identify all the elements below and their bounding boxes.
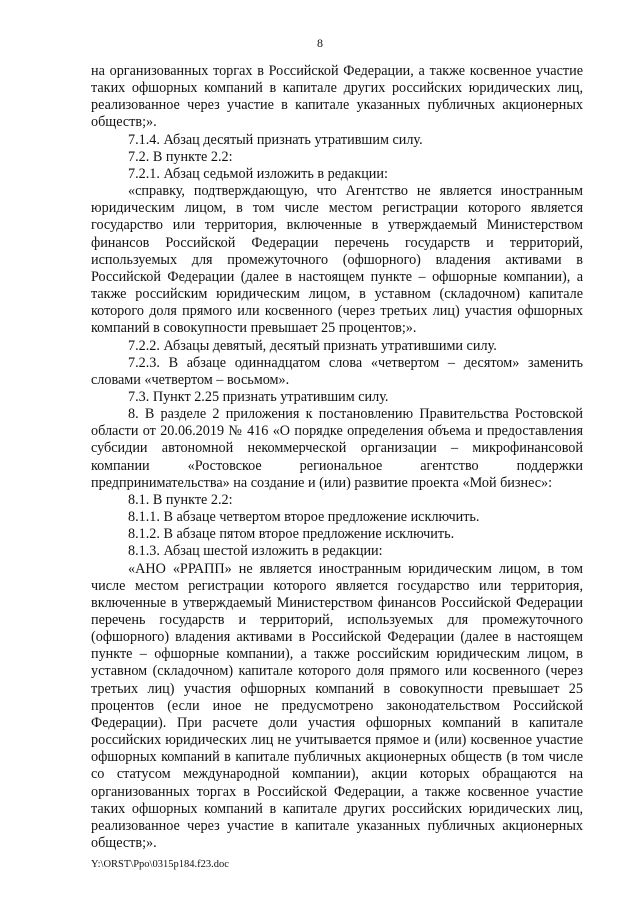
paragraph: «справку, подтверждающую, что Агентство не является иностранным юридическим лицом, в том числе местом регистрации которого является государство или территория, включенные в утверждаемый Министерством финансов Российской Федерации перечень государств и территорий, используемых для промежуточного (офшорного) владения активами в Российской Федерации (далее в настоящем пункте – офшорные компании), а также российским юридическим лицом, в уставном (складочном) капитале которого доля прямого или косвенного (через третьих лиц) участия офшорных компаний в совокупности превышает 25 процентов;». <box>91 183 583 337</box>
paragraph: 7.2.3. В абзаце одиннадцатом слова «четвертом – десятом» заменить словами «четвертом – восьмом». <box>91 354 583 388</box>
paragraph: 8.1.2. В абзаце пятом второе предложение исключить. <box>128 526 455 543</box>
paragraph: 7.1.4. Абзац десятый признать утратившим силу. <box>128 131 423 148</box>
paragraph: 8.1. В пункте 2.2: <box>128 491 233 508</box>
paragraph: 8.1.3. Абзац шестой изложить в редакции: <box>128 543 383 560</box>
paragraph: 7.2.1. Абзац седьмой изложить в редакции: <box>128 165 388 182</box>
paragraph: 8. В разделе 2 приложения к постановлению Правительства Ростовской области от 20.06.2019 № 416 «О порядке определения объема и предоставления субсидии автономной некоммерческой организации – микрофинансовой компании «Ростовское региональное агентство поддержки предпринимательства» на создание и (или) развитие проекта «Мой бизнес»: <box>91 406 583 491</box>
document-body <box>91 63 583 852</box>
file-path-footer: Y:\ORST\Ppo\0315p184.f23.doc <box>91 859 229 870</box>
paragraph: 8.1.1. В абзаце четвертом второе предложение исключить. <box>128 509 480 526</box>
paragraph: 7.3. Пункт 2.25 признать утратившим силу. <box>128 388 389 405</box>
paragraph: «АНО «РРАПП» не является иностранным юридическим лицом, в том числе местом регистрации которого является государство или территория, включенные в утверждаемый Министерством финансов Российской Федерации перечень государств и территорий, используемых для промежуточного (офшорного) владения активами в Российской Федерации (далее в настоящем пункте – офшорные компании), а также российским юридическим лицом, в уставном (складочном) капитале которого доля прямого или косвенного (через третьих лиц) участия офшорных компаний в совокупности превышает 25 процентов (если иное не предусмотрено законодательством Российской Федерации). При расчете доли участия офшорных компаний в капитале российских юридических лиц не учитывается прямое и (или) косвенное участие офшорных компаний в капитале публичных акционерных обществ (в том числе со статусом международной компании), акции которых обращаются на организованных торгах в Российской Федерации, а также косвенное участие таких офшорных компаний в капитале других российских юридических лиц, реализованное через участие в капитале указанных публичных акционерных обществ;». <box>91 560 583 852</box>
paragraph: 7.2.2. Абзацы девятый, десятый признать утратившими силу. <box>128 337 497 354</box>
paragraph: на организованных торгах в Российской Федерации, а также косвенное участие таких офшорных компаний в капитале других российских юридических лиц, реализованное через участие в капитале указанных публичных акционерных обществ;». <box>91 63 583 131</box>
page-number: 8 <box>317 36 323 50</box>
paragraph: 7.2. В пункте 2.2: <box>128 148 233 165</box>
